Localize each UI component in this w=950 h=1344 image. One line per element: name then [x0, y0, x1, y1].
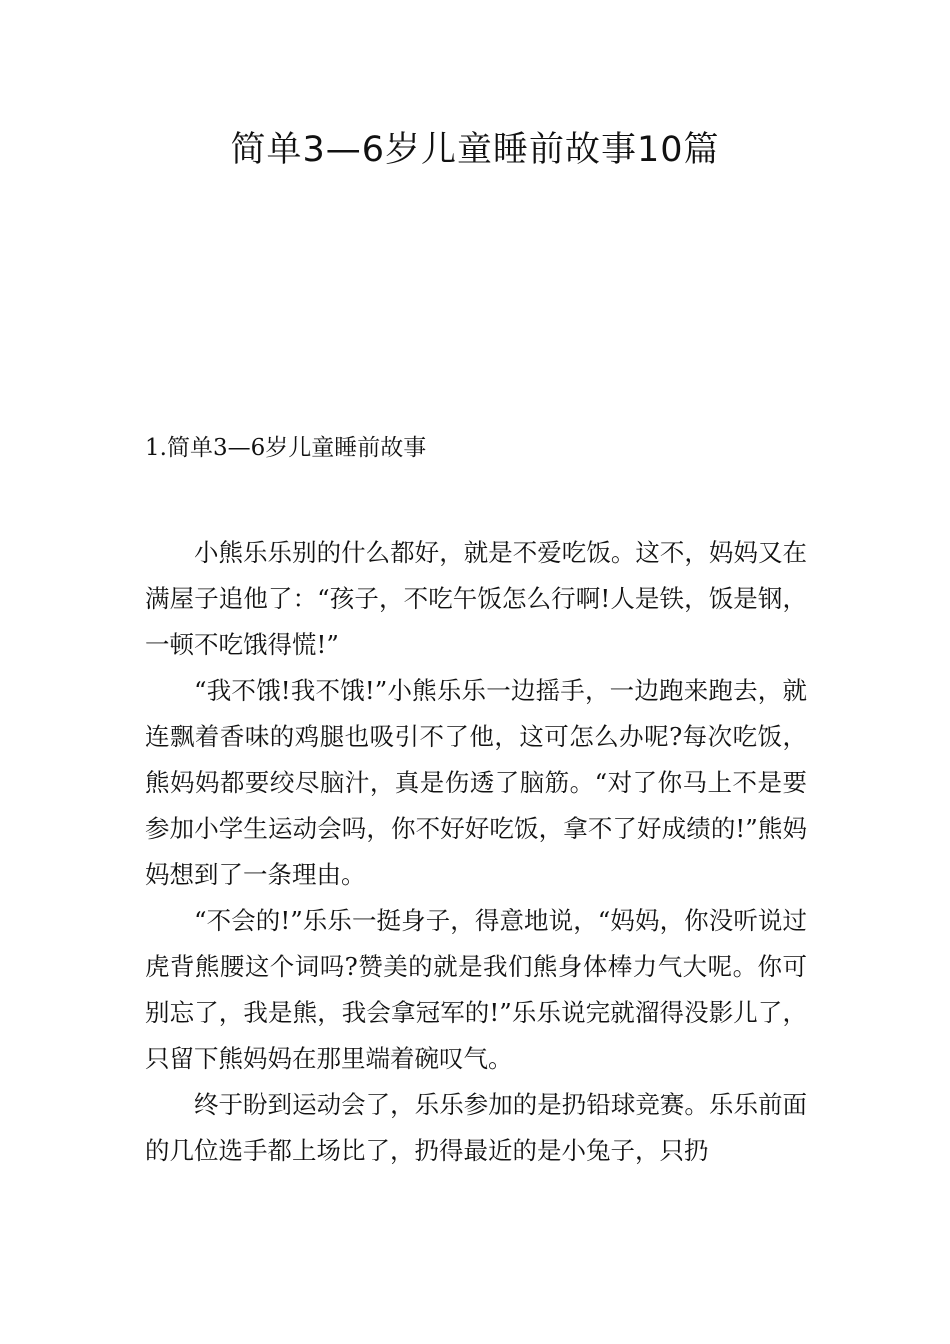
- story-body: [145, 530, 807, 1174]
- document-title: 简单3—6岁儿童睡前故事10篇: [230, 130, 720, 170]
- paragraph: “我不饿!我不饿!”小熊乐乐一边摇手，一边跑来跑去，就连飘着香味的鸡腿也吸引不了他，这可怎么办呢?每次吃饭，熊妈妈都要绞尽脑汁，真是伤透了脑筋。“对了你马上不是要参加小学生运动会吗，你不好好吃饭，拿不了好成绩的!”熊妈妈想到了一条理由。: [145, 676, 807, 889]
- section-heading: 1.简单3—6岁儿童睡前故事: [145, 435, 427, 461]
- paragraph: “不会的!”乐乐一挺身子，得意地说，“妈妈，你没听说过虎背熊腰这个词吗?赞美的就是我们熊身体棒力气大呢。你可别忘了，我是熊，我会拿冠军的!”乐乐说完就溜得没影儿了，只留下熊妈妈在那里端着碗叹气。: [145, 906, 807, 1073]
- paragraph: 小熊乐乐别的什么都好，就是不爱吃饭。这不，妈妈又在满屋子追他了：“孩子，不吃午饭怎么行啊!人是铁，饭是钢，一顿不吃饿得慌!”: [145, 538, 807, 659]
- paragraph: 终于盼到运动会了，乐乐参加的是扔铅球竞赛。乐乐前面的几位选手都上场比了，扔得最近的是小兔子，只扔: [145, 1090, 807, 1165]
